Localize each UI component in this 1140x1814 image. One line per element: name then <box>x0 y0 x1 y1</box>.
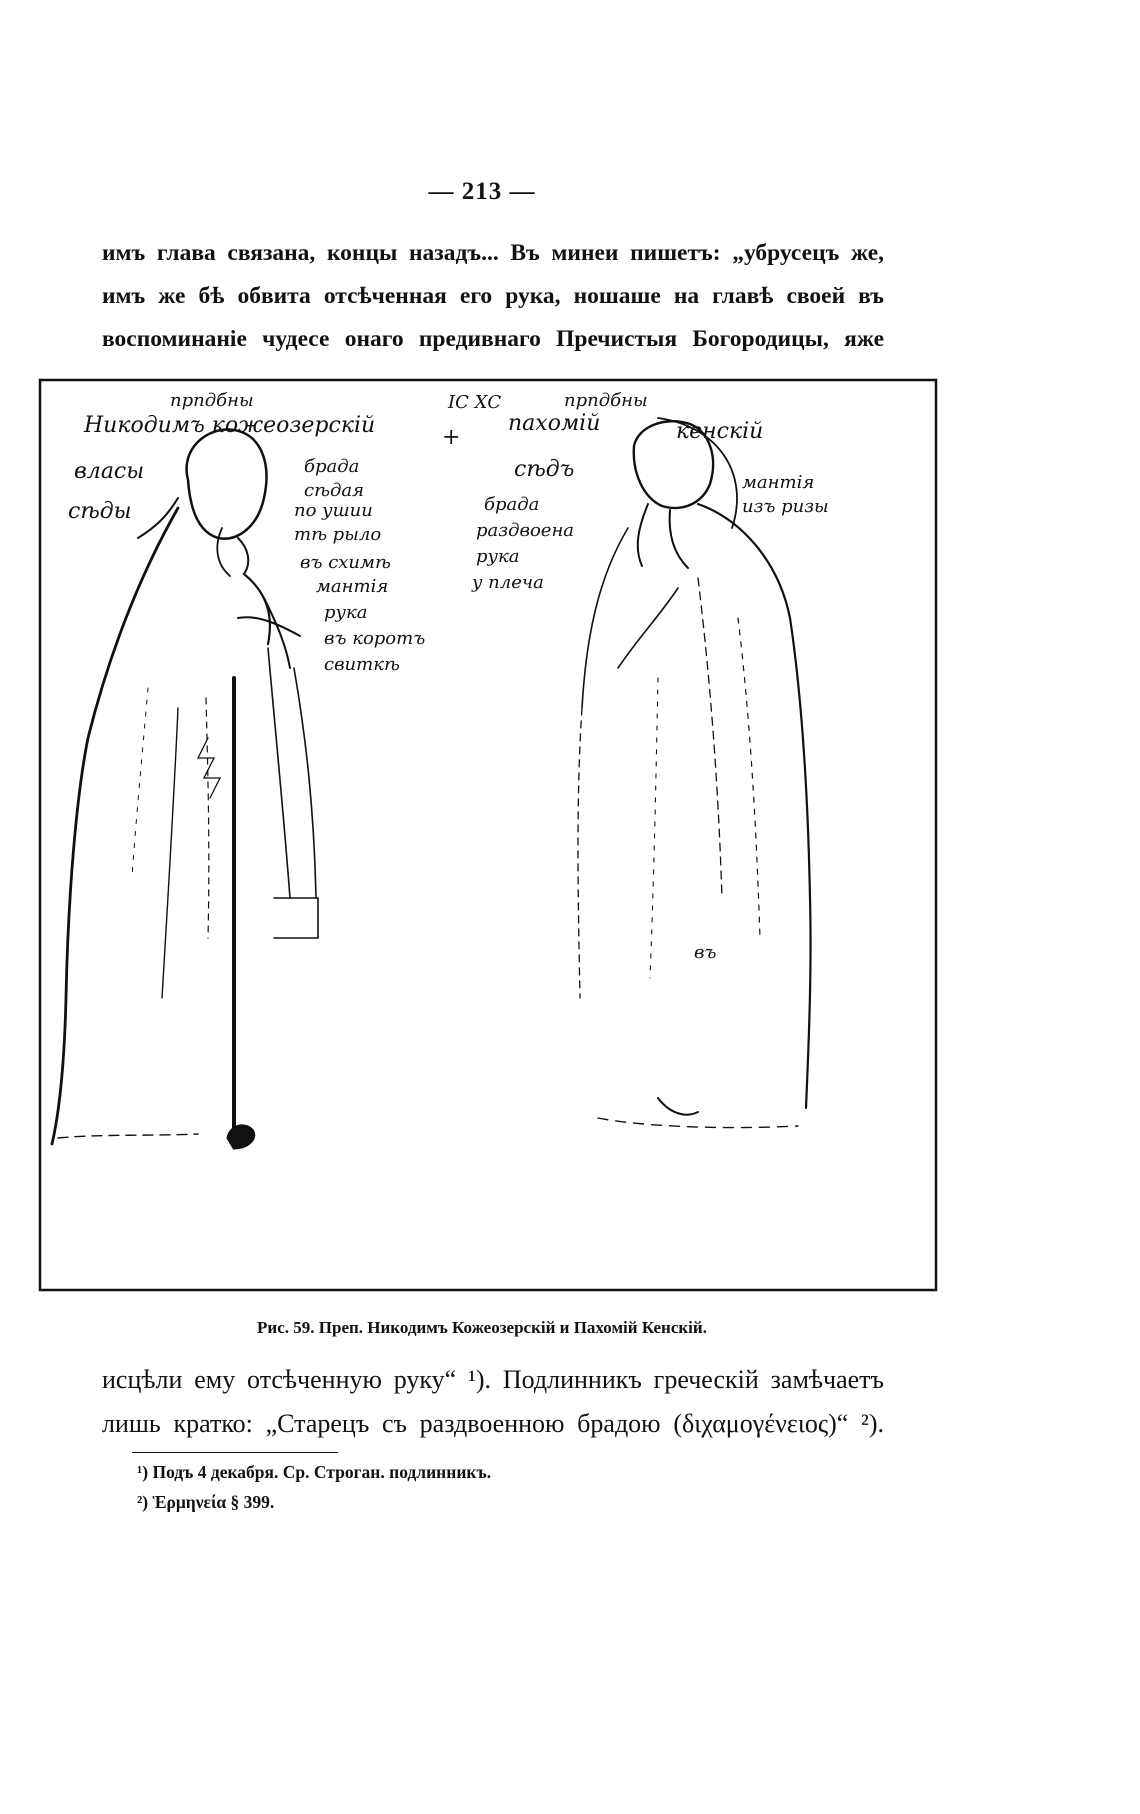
right-label: рука <box>476 546 520 567</box>
paragraph-line: лишь кратко: „Старецъ съ раздвоенною брадою (διχαμογένειος)“ ²). <box>102 1409 884 1438</box>
footnote-2 <box>137 1492 274 1513</box>
left-label: въ коротъ <box>324 628 426 649</box>
paragraph-line: воспоминаніе чудесе онаго предивнаго Пречистыя Богородицы, яже <box>102 326 884 352</box>
left-label: рука <box>324 602 368 623</box>
paragraph-line: исцѣли ему отсѣченную руку“ ¹). Подлинникъ греческій замѣчаетъ <box>102 1365 884 1394</box>
footnote-mark: ¹) <box>137 1462 149 1482</box>
figure-illustration <box>38 378 938 1292</box>
right-label: пахомій <box>508 411 601 436</box>
footnote-1 <box>137 1462 491 1483</box>
page-number: — 213 — <box>428 178 536 205</box>
paragraph-line: имъ же бѣ обвита отсѣченная его рука, ношаше на главѣ своей въ <box>102 283 884 309</box>
figure-handwriting <box>68 390 829 963</box>
drawing-two-saints <box>38 378 938 1292</box>
figure-caption: Рис. 59. Преп. Никодимъ Кожеозерскій и Пахомій Кенскій. <box>257 1318 707 1337</box>
right-label: раздвоена <box>476 520 575 541</box>
right-saint-figure <box>578 418 811 1128</box>
footnote-text: Подъ 4 декабря. Ср. Строган. подлинникъ. <box>152 1462 492 1482</box>
left-label: сѣдая <box>304 480 365 501</box>
right-label: брада <box>484 494 540 515</box>
top-paragraph <box>102 232 884 361</box>
right-label: прпдбны <box>564 390 648 411</box>
footnote-mark: ²) <box>137 1492 149 1512</box>
left-label: прпдбны <box>170 390 254 411</box>
right-label: кенскій <box>676 419 764 444</box>
footnote-text: Ἑρμηνεία § 399. <box>152 1492 275 1512</box>
left-label: сѣды <box>68 499 132 524</box>
right-label: у плеча <box>472 572 544 593</box>
left-label: власы <box>74 459 145 484</box>
right-label: сѣдъ <box>514 457 575 482</box>
left-label: мантія <box>316 576 389 597</box>
right-label: въ <box>694 942 717 963</box>
left-saint-figure <box>52 430 318 1148</box>
paragraph-line: имъ глава связана, концы назадъ... Въ минеи пишетъ: „убрусецъ же, <box>102 240 884 266</box>
left-label: въ схимѣ <box>300 552 391 573</box>
footnote-separator <box>132 1452 338 1453</box>
bottom-paragraph <box>102 1358 884 1446</box>
right-label: мантія <box>742 472 815 493</box>
left-label: Никодимъ кожеозерскій <box>84 413 376 438</box>
cross-mark: + <box>442 425 461 450</box>
left-label: тѣ рыло <box>294 524 382 545</box>
left-label: по ушии <box>294 500 373 521</box>
inscription-ic-xc: ІС ХС <box>448 392 502 413</box>
left-label: свиткѣ <box>324 654 400 675</box>
left-label: брада <box>304 456 360 477</box>
right-label: изъ ризы <box>742 496 829 517</box>
